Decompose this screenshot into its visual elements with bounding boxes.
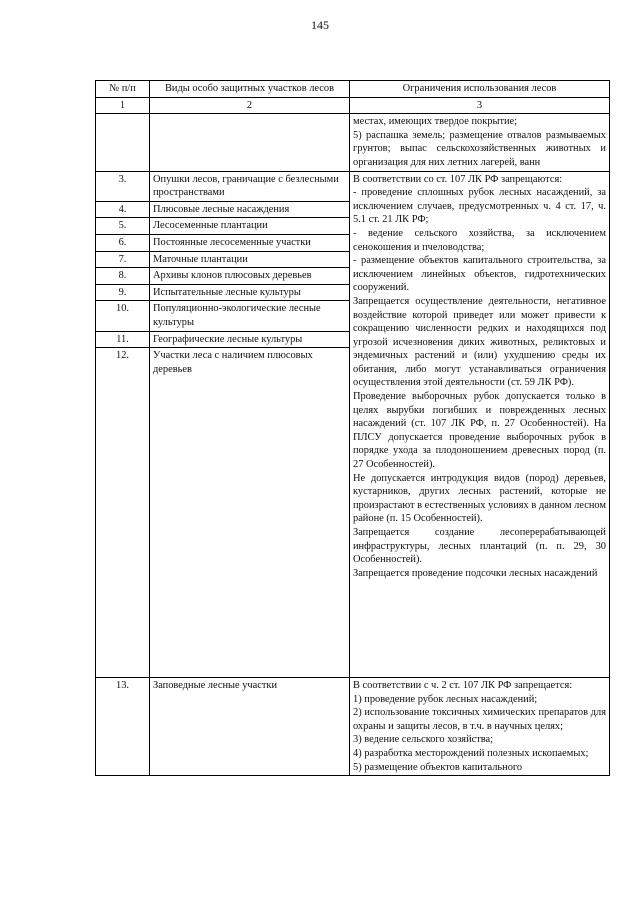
row-type: Лесосеменные плантации xyxy=(150,218,350,235)
row-number: 6. xyxy=(96,234,150,251)
restriction-paragraph: 4) разработка месторождений полезных ископаемых; xyxy=(353,748,589,760)
row-number: 11. xyxy=(96,331,150,348)
row-type: Участки леса с наличием плюсовых деревьев xyxy=(150,348,350,678)
page-number: 145 xyxy=(311,18,329,32)
restriction-paragraph: Не допускается интродукция видов (пород) деревьев, кустарников, других лесных растений, которые не произрастают в естественных условиях в данном лесном районе (п. 15 Особенностей). xyxy=(353,472,606,525)
row-type: Опушки лесов, граничащие с безлесными пространствами xyxy=(150,171,350,201)
restriction-paragraph: В соответствии со ст. 107 ЛК РФ запрещаются: xyxy=(353,173,563,185)
restriction-paragraph: 1) проведение рубок лесных насаждений; xyxy=(353,693,538,705)
restriction-paragraph: - размещение объектов капитального строительства, за исключением линейных объектов, гидротехнических сооружений. xyxy=(353,255,606,294)
row-number: 12. xyxy=(96,348,150,678)
row-number: 8. xyxy=(96,268,150,285)
table-row xyxy=(96,171,610,201)
row-type: Географические лесные культуры xyxy=(150,331,350,348)
column-number: 2 xyxy=(150,97,350,114)
column-number: 3 xyxy=(350,97,610,114)
restriction-paragraph: Проведение выборочных рубок допускается только в целях вырубки погибших и поврежденных лесных насаждений (ст. 107 ЛК РФ, п. 27 Особенностей). На ПЛСУ допускается проведение выборочных рубок в порядке ухода за плодоношением древесных пород (п. 27 Особенностей). xyxy=(353,391,606,471)
row-number: 5. xyxy=(96,218,150,235)
row13-restrictions xyxy=(350,678,610,776)
restriction-paragraph: - проведение сплошных рубок лесных насаждений, за исключением случаев, предусмотренных ч. 4 ст. 17, ч. 5.1 ст. 21 ЛК РФ; xyxy=(353,187,606,226)
restriction-paragraph: Запрещается проведение подсочки лесных насаждений xyxy=(353,567,598,579)
restriction-paragraph: 3) ведение сельского хозяйства; xyxy=(353,734,494,746)
row-type: Заповедные лесные участки xyxy=(150,678,350,776)
restriction-paragraph: Запрещается создание лесоперерабатывающей инфраструктуры, лесных плантаций (п. п. 29, 30 Особенностей). xyxy=(353,527,606,566)
restriction-paragraph: местах, имеющих твердое покрытие; xyxy=(353,116,518,128)
row-number: 7. xyxy=(96,251,150,268)
row-number: 3. xyxy=(96,171,150,201)
group-restrictions xyxy=(350,171,610,678)
header-type: Виды особо защитных участков лесов xyxy=(150,81,350,98)
row-type: Испытательные лесные культуры xyxy=(150,284,350,301)
restriction-paragraph: 2) использование токсичных химических препаратов для охраны и защиты лесов, в т.ч. в научных целях; xyxy=(353,707,606,732)
restriction-paragraph: 5) распашка земель; размещение отвалов размываемых грунтов; выпас сельскохозяйственных животных и организация для них летних лагерей, ванн xyxy=(353,129,606,168)
column-number: 1 xyxy=(96,97,150,114)
row-number: 10. xyxy=(96,301,150,331)
row-number: 13. xyxy=(96,678,150,776)
restriction-paragraph: Запрещается осуществление деятельности, негативное воздействие которой приведет или может привести к сокращению численности редких и находящихся под угрозой исчезновения диких животных, реликтовых и эндемичных растений и (или) ухудшению среды их обитания, либо могут устанавливаться ограничения осуществления этой деятельности (ст. 59 ЛК РФ). xyxy=(353,295,606,389)
row-type: Популяционно-экологические лесные культуры xyxy=(150,301,350,331)
row-type: Маточные плантации xyxy=(150,251,350,268)
row-type: Архивы клонов плюсовых деревьев xyxy=(150,268,350,285)
continuation-row xyxy=(96,114,610,171)
header-restrictions: Ограничения использования лесов xyxy=(350,81,610,98)
row-type: Плюсовые лесные насаждения xyxy=(150,201,350,218)
restriction-paragraph: - ведение сельского хозяйства, за исключением сенокошения и пчеловодства; xyxy=(353,227,606,253)
restriction-paragraph: 5) размещение объектов капитального xyxy=(353,761,523,773)
row-number: 9. xyxy=(96,284,150,301)
row-type: Постоянные лесосеменные участки xyxy=(150,234,350,251)
header-number: № п/п xyxy=(96,81,150,98)
continuation-restrictions xyxy=(350,114,610,171)
restrictions-table xyxy=(95,80,610,776)
table-row xyxy=(96,678,610,776)
table-header-row xyxy=(96,81,610,98)
row-number: 4. xyxy=(96,201,150,218)
column-numbers-row xyxy=(96,97,610,114)
restriction-paragraph: В соответствии с ч. 2 ст. 107 ЛК РФ запрещается: xyxy=(353,680,573,692)
